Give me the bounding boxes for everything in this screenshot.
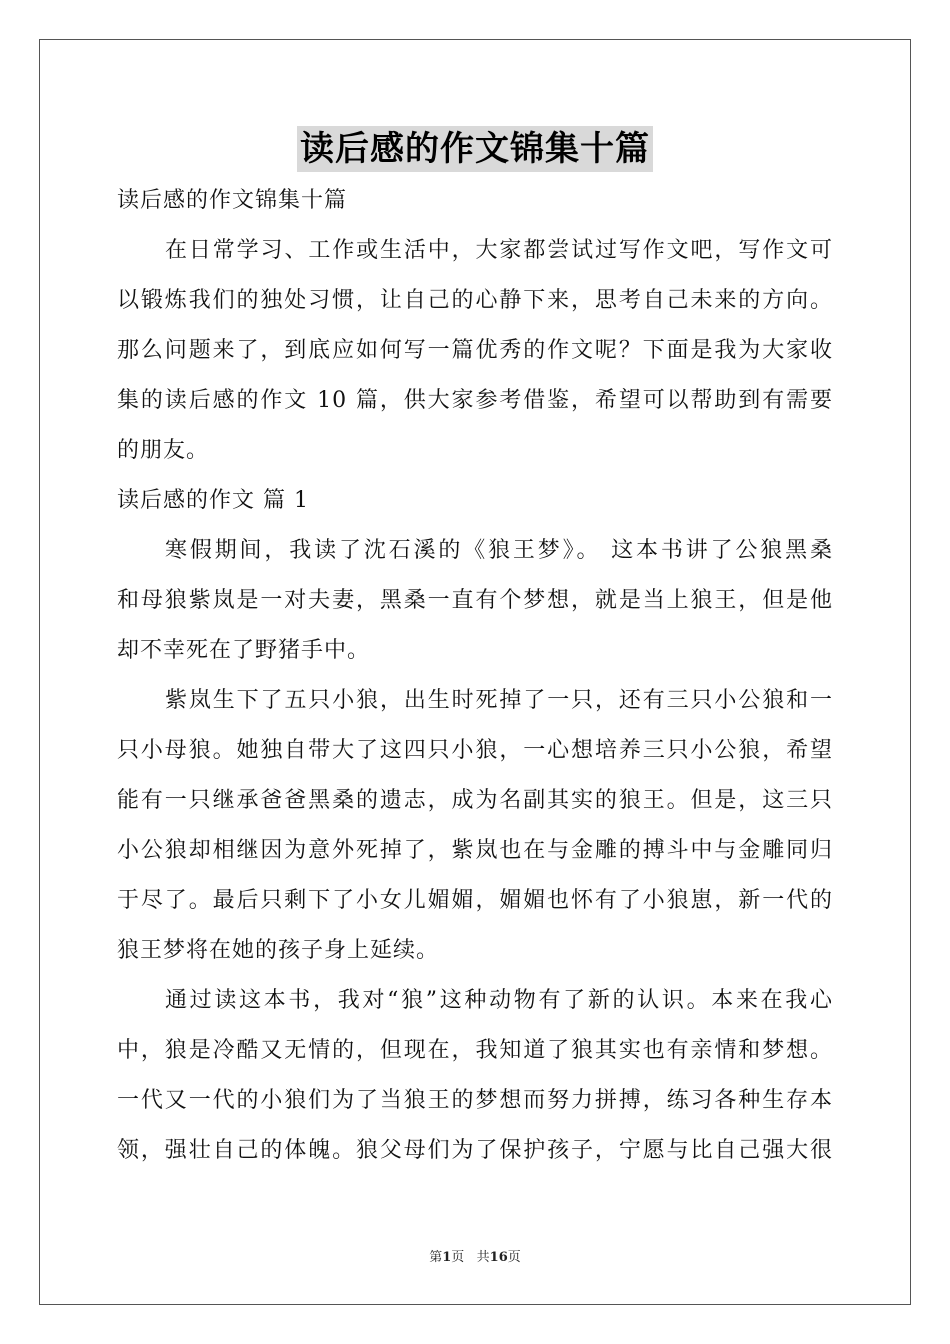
- document-body: [117, 176, 833, 1176]
- title-container: [0, 126, 950, 172]
- text-line: 于尽了。最后只剩下了小女儿媚媚，媚媚也怀有了小狼崽，新一代的: [117, 888, 833, 913]
- text-line: 读后感的作文锦集十篇: [117, 188, 348, 213]
- footer-page-mid: 页 共: [451, 1250, 490, 1265]
- text-line: 和母狼紫岚是一对夫妻，黑桑一直有个梦想，就是当上狼王，但是他: [117, 588, 833, 613]
- footer-page-suffix: 页: [507, 1250, 521, 1265]
- text-line: 领，强壮自己的体魄。狼父母们为了保护孩子，宁愿与比自己强大很: [117, 1138, 833, 1163]
- text-line: 的朋友。: [117, 438, 210, 463]
- text-line: 却不幸死在了野猪手中。: [117, 638, 371, 663]
- footer-page-current: 1: [442, 1250, 452, 1265]
- text-line: 一代又一代的小狼们为了当狼王的梦想而努力拼搏，练习各种生存本: [117, 1088, 833, 1113]
- text-line: 读后感的作文 篇 1: [117, 488, 309, 513]
- text-line: 能有一只继承爸爸黑桑的遗志，成为名副其实的狼王。但是，这三只: [117, 788, 833, 813]
- text-line: 那么问题来了，到底应如何写一篇优秀的作文呢？下面是我为大家收: [117, 338, 833, 363]
- text-line: 通过读这本书，我对“狼”这种动物有了新的认识。本来在我心: [165, 988, 833, 1013]
- text-line: 小公狼却相继因为意外死掉了，紫岚也在与金雕的搏斗中与金雕同归: [117, 838, 833, 863]
- text-line: 中，狼是冷酷又无情的，但现在，我知道了狼其实也有亲情和梦想。: [117, 1038, 833, 1063]
- text-line: 寒假期间，我读了沈石溪的《狼王梦》。 这本书讲了公狼黑桑: [165, 538, 833, 563]
- page-footer: [0, 1246, 950, 1265]
- text-line: 紫岚生下了五只小狼，出生时死掉了一只，还有三只小公狼和一: [165, 688, 833, 713]
- text-line: 以锻炼我们的独处习惯，让自己的心静下来，思考自己未来的方向。: [117, 288, 833, 313]
- text-line: 狼王梦将在她的孩子身上延续。: [117, 938, 440, 963]
- footer-page-total: 16: [489, 1250, 508, 1265]
- footer-page-prefix: 第: [429, 1250, 443, 1265]
- text-line: 集的读后感的作文 10 篇，供大家参考借鉴，希望可以帮助到有需要: [117, 388, 833, 413]
- document-title: 读后感的作文锦集十篇: [297, 126, 653, 172]
- text-line: 只小母狼。她独自带大了这四只小狼，一心想培养三只小公狼，希望: [117, 738, 833, 763]
- text-line: 在日常学习、工作或生活中，大家都尝试过写作文吧，写作文可: [165, 238, 833, 263]
